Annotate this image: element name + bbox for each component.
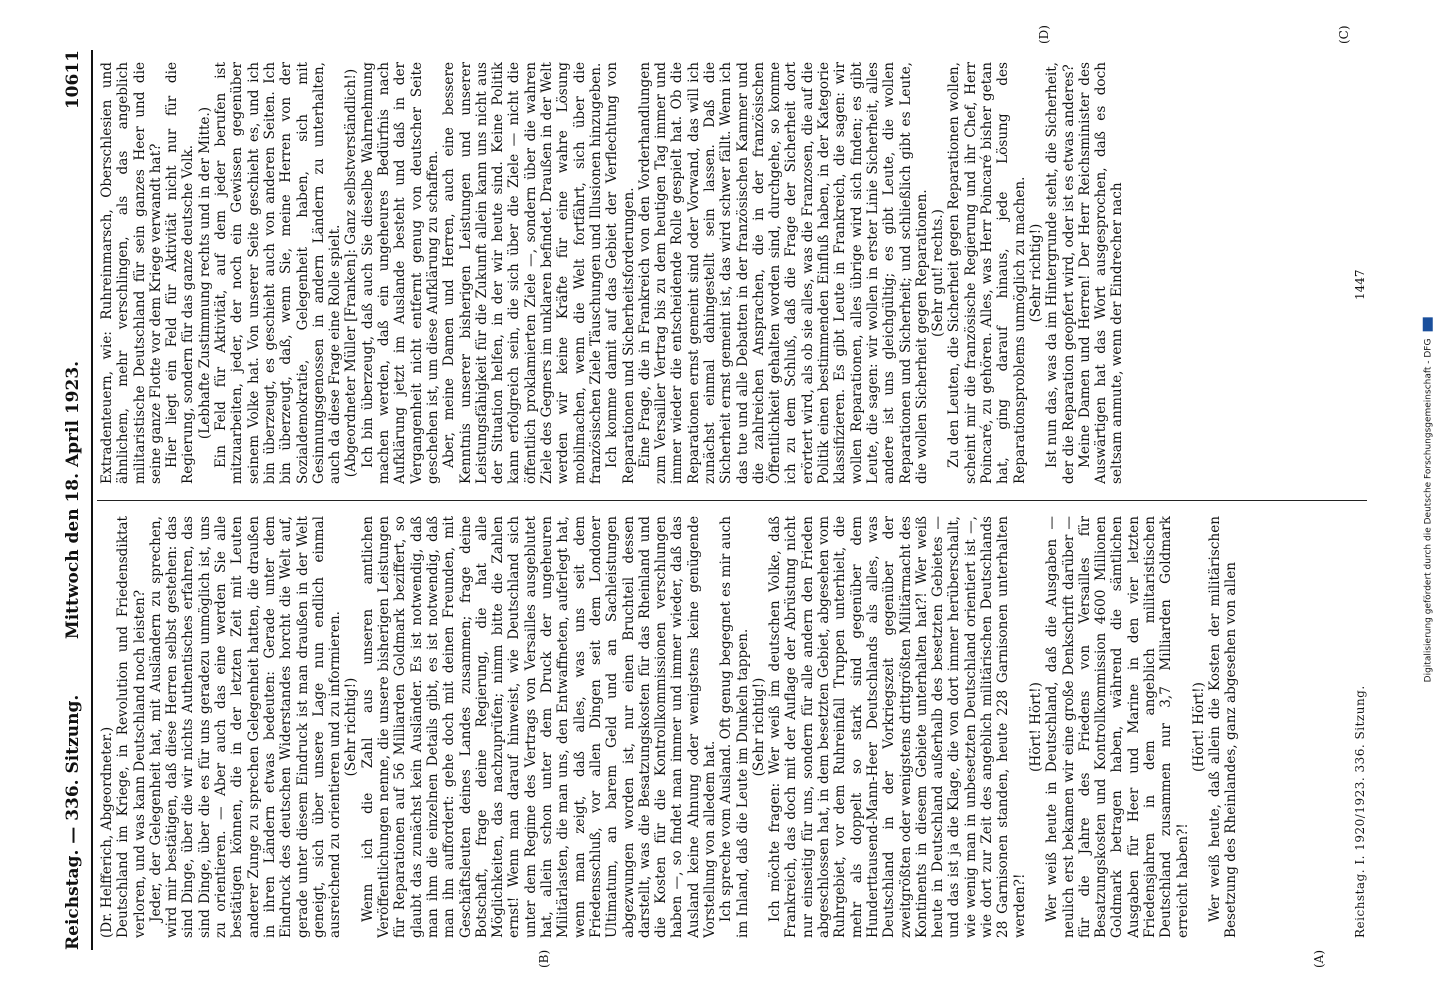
margin-marker-a: (A) <box>1312 949 1326 968</box>
left-column-paragraph: Deutschland im Kriege, in Revolution und Friedensdiktat verloren, und was kann Deutschland noch leisten? <box>115 516 148 938</box>
header-left: Reichstag. — 336. Sitzung. <box>63 694 83 950</box>
right-column-paragraph: (Lebhafte Zustimmung rechts und in der Mitte.) <box>196 106 213 440</box>
right-column-paragraph: Ich bin überzeugt, daß auch Sie dieselbe Wahrnehmung machen werden, daß ein ungeheures Bedürfnis nach Aufklärung jetzt im Auslande besteht und daß in der Vergangenheit nicht entfernt genug von deutscher Seite geschehen ist, um diese Aufklärung zu schaffen. <box>359 62 441 484</box>
right-column-paragraph: Aber, meine Damen und Herren, auch eine bessere Kenntnis unserer bisherigen Leistungen und unserer Leistungsfähigkeit für die Zukunft allein kann uns nicht aus der Situation helfen, in der wir heute sind. Keine Politik kann erfolgreich sein, die sich über die Ziele — nicht die öffentlich proklamierten Ziele —, sondern über die wahren Ziele des Gegners im unklaren befindet. Draußen in der Welt werden wir keine Kräfte für eine wahre Lösung mobilmachen, wenn die Welt fortfährt, sich über die französischen Ziele Täuschungen und Illusionen hinzugeben. <box>441 62 604 484</box>
right-column-paragraph: Ist nun das, was da im Hintergrunde steht, die Sicherheit, der die Reparation geopfert wird, oder ist es etwas anderes? <box>1044 62 1077 484</box>
right-column-paragraph: (Sehr richtig!) <box>1027 223 1044 323</box>
margin-marker-c: (C) <box>1337 25 1351 44</box>
left-column-paragraph: Wer weiß heute, daß allein die Kosten der militärischen Besetzung des Rheinlandes, ganz abgesehen von allen <box>1207 516 1240 938</box>
page-sheet <box>27 10 1407 990</box>
right-column-paragraph: (Abgeordneter Müller [Franken]: Ganz selbstverständlich!) <box>343 68 360 478</box>
right-column <box>99 62 1349 484</box>
left-column <box>99 516 1349 938</box>
left-column-paragraph: Wenn ich die Zahl aus unseren amtlichen Veröffentlichungen nenne, die unsere bisherigen Leistungen für Reparationen auf 56 Milliarden Goldmark beziffert, so glaubt das zunächst kein Ausländer. Es ist notwendig, daß man ihm die einzelnen Details gibt, es ist notwendig, daß man ihn auffordert: gehe doch mit deinen Freunden, mit Geschäftsleuten deines Landes zusammen; frage deine Botschaft, frage deine Regierung, die hat alle Möglichkeiten, das nachzuprüfen; nimm bitte die Zahlen ernst! Wenn man darauf hinweist, wie Deutschland sich unter dem Regime des Vertrags von Versailles ausgeblutet hat, allein schon unter dem Druck der ungeheuren Militärlasten, die man uns, den Entwaffneten, auferlegt hat, wenn man zeigt, daß alles, was uns seit dem Friedensschluß, vor allen Dingen seit dem Londoner Ultimatum, an barem Geld und an Sachleistungen abgezwungen worden ist, nur einen Bruchteil dessen darstellt, was die Besatzungskosten für das Rheinland und die Kosten für die Kontrollkommissionen verschlungen haben —, so findet man immer und immer wieder, daß das Ausland keine Ahnung oder wenigstens keine genügende Vorstellung von alledem hat. <box>359 516 718 938</box>
page-number: 10611 <box>63 50 83 110</box>
header-rule <box>91 50 93 950</box>
dfg-logo-icon <box>1423 318 1433 332</box>
margin-marker-b: (B) <box>537 949 551 968</box>
margin-marker-d: (D) <box>1037 25 1051 44</box>
footer-left: Reichstag. I. 1920/1923. 336. Sitzung. <box>1353 685 1367 938</box>
credit-text: Digitalisierung gefördert durch die Deutsche Forschungsgemeinschaft - DFG <box>1423 338 1434 683</box>
header-center: Mittwoch den 18. April 1923. <box>63 360 83 640</box>
left-column-paragraph: Ich spreche vom Ausland. Oft genug begegnet es mir auch im Inland, daß die Leute im Dunkeln tappen. <box>718 516 751 938</box>
right-column-paragraph: Ich komme damit auf das Gebiet der Verflechtung von Reparationen und Sicherheitsforderungen. <box>604 62 637 484</box>
right-column-paragraph: Ein Feld für Aktivität, auf dem jeder berufen ist mitzuarbeiten, jeder, der noch ein Gewissen gegenüber seinem Volke hat. Von unserer Seite geschieht es, und ich bin überzeugt, es geschieht auch von anderen Seiten. Ich bin überzeugt, daß, wenn Sie, meine Herren von der Sozialdemokratie, Gelegenheit haben, sich mit Gesinnungsgenossen in andern Ländern zu unterhalten, auch da diese Frage eine Rolle spielt. <box>213 62 344 484</box>
left-column-paragraph: Ich möchte fragen: Wer weiß im deutschen Volke, daß Frankreich, das doch mit der Auflage der Abrüstung nicht nur einseitig für uns, sondern für alle andern den Frieden abgeschlossen hat, in dem besetzten Gebiet, abgesehen vom Ruhrgebiet, vor dem Ruhreinfall Truppen unterhielt, die mehr als doppelt so stark sind gegenüber dem Hunderttausend-Mann-Heer Deutschlands als alles, was Deutschland in der Vorkriegszeit gegenüber der zweitgrößten oder wenigstens drittgrößten Militärmacht des Kontinents in diesem Gebiete unterhalten hat?! Wer weiß heute in Deutschland außerhalb des besetzten Gebietes — und das ist ja die Klage, die von dort immer herüberschallt, wie wenig man in unbesetzten Deutschland orientiert ist —, wie dort zur Zeit des angeblich militärischen Deutschlands 28 Garnisonen standen, heute 228 Garnisonen unterhalten werden?! <box>767 516 1028 938</box>
left-column-paragraph: (Sehr richtig!) <box>343 677 360 777</box>
footer-signature: 1447 <box>1353 269 1367 300</box>
left-column-paragraph: (Sehr richtig!) <box>750 677 767 777</box>
right-column-paragraph: Eine Frage, die in Frankreich von den Vorderhandlungen zum Versailler Vertrag bis zu dem heutigen Tag immer und immer wieder die entscheidende Rolle gespielt hat. Ob die Reparationen ernst gemeint sind oder Vorwand, das will ich zunächst einmal dahingestellt sein lassen. Daß die Sicherheit ernst gemeint ist, das wird schwer fällt. Wenn ich das tue und alle Debatten in der französischen Kammer und die zahlreichen Ansprachen, die in der französischen Öffentlichkeit gehalten worden sind, durchgehe, so komme ich zu dem Schluß, daß die Frage der Sicherheit dort erörtert wird, als ob sie alles, was die Franzosen, die auf die Politik einen bestimmenden Einfluß haben, in der Kategorie klassifizieren. Es gibt Leute in Frankreich, die sagen: wir wollen Reparationen, alles übrige wird sich finden; es gibt Leute, die sagen: wir wollen in erster Linie Sicherheit, alles andere ist uns gleichgültig; es gibt Leute, die wollen Reparationen und Sicherheit; und schließlich gibt es Leute, die wollen Sicherheit gegen Reparationen. <box>636 62 930 484</box>
page-header <box>63 50 87 950</box>
left-column-paragraph: Jeder, der Gelegenheit hat, mit Ausländern zu sprechen, wird mir bestätigen, daß diese Herren selbst gestehen: das sind Dinge, über die wir nichts Authentisches erfahren, das sind Dinge, über die es für uns geradezu unmöglich ist, uns zu orientieren. — Aber auch das eine werden Sie alle bestätigen können, die in der letzten Zeit mit Leuten anderer Zunge zu sprechen Gelegenheit hatten, die draußen in ihren Ländern etwas bedeuten: Gerade unter dem Eindruck des deutschen Widerstandes horcht die Welt auf, gerade unter diesem Eindruck ist man draußen in der Welt geneigt, sich über unsere Lage nun endlich einmal ausreichend zu orientieren und zu informieren. <box>147 516 344 938</box>
right-column-paragraph: (Sehr gut! rechts.) <box>930 209 947 337</box>
right-column-paragraph: Extradenteuern, wie: Ruhreinmarsch, Oberschlesien und ähnlichem, mehr verschlingen, als das angeblich militaristische Deutschland für sein ganzes Heer und die seine ganze Flotte vor dem Kriege verwandt hat? <box>99 62 164 484</box>
left-column-paragraph: Wer weiß heute in Deutschland, daß die Ausgaben — neulich erst bekamen wir eine große Denkschrift darüber — für die Jahre des Friedens von Versailles für Besatzungskosten und Kontrollkommission 4600 Millionen Goldmark betragen haben, während die sämtlichen Ausgaben für Heer und Marine in den vier letzten Friedensjahren in dem angeblich militaristischen Deutschland zusammen nur 3,7 Milliarden Goldmark erreicht haben?! <box>1044 516 1191 938</box>
left-column-paragraph: (Dr. Helfferich, Abgeordneter.) <box>99 726 115 938</box>
left-column-paragraph: (Hört! Hört!) <box>1190 682 1207 772</box>
side-credit <box>1422 0 1434 1000</box>
right-column-paragraph: Meine Damen und Herren! Der Herr Reichsminister des Auswärtigen hat das Wort ausgesprochen, daß es doch seltsam anmute, wenn der Eindrecher nach <box>1076 62 1126 484</box>
left-column-paragraph: (Hört! Hört!) <box>1027 682 1044 772</box>
right-column-paragraph: Hier liegt ein Feld für Aktivität nicht nur für die Regierung, sondern für das ganze deutsche Volk. <box>164 62 197 484</box>
column-divider <box>97 500 1367 501</box>
right-column-paragraph: Zu den Leuten, die Sicherheit gegen Reparationen wollen, scheint mir die französische Regierung und ihr Chef, Herr Poincaré, zu gehören. Alles, was Herr Poincaré bisher getan hat, ging darauf hinaus, jede Lösung des Reparationsproblems unmöglich zu machen. <box>946 62 1028 484</box>
